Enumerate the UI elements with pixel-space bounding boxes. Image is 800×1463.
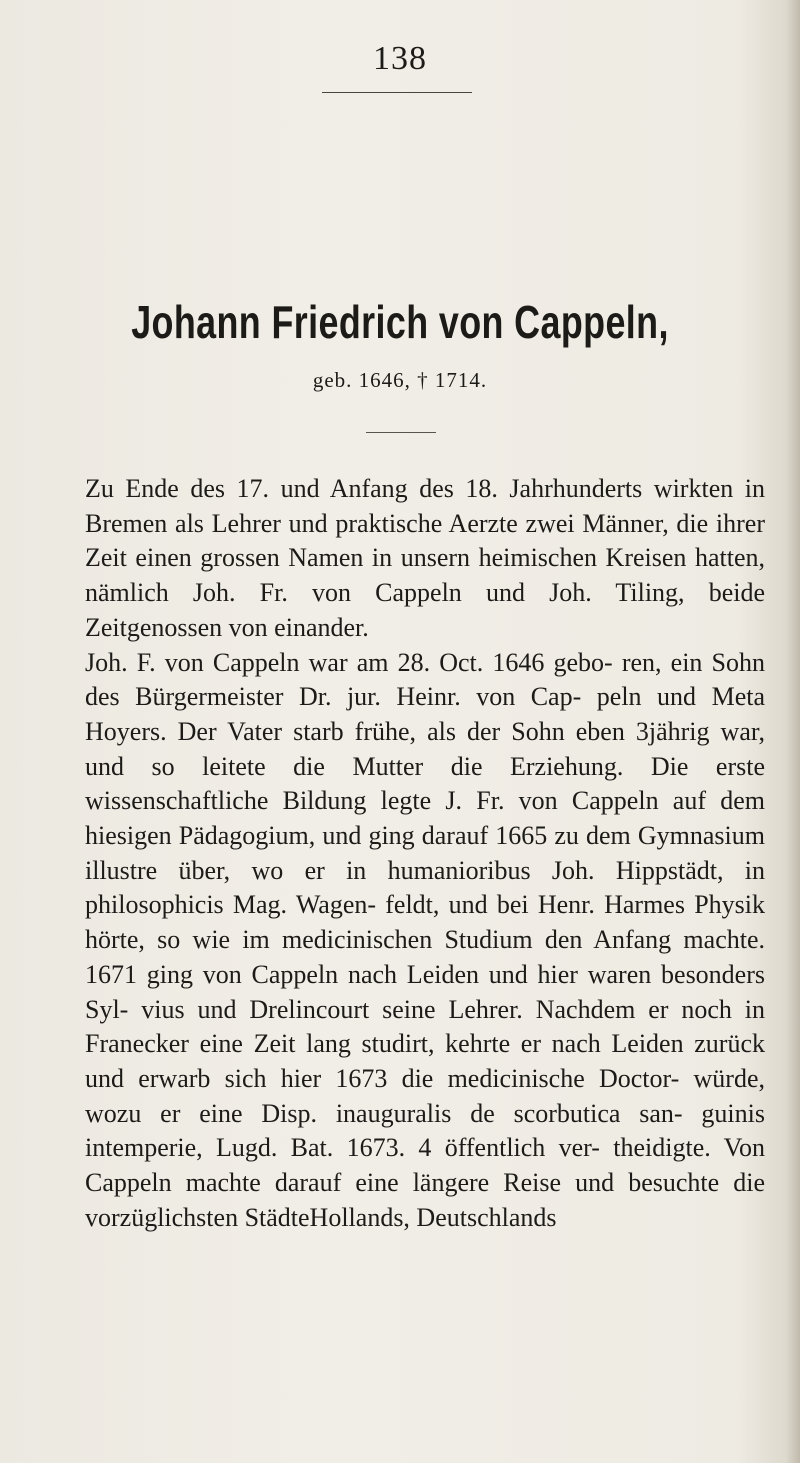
paragraph-1: Zu Ende des 17. und Anfang des 18. Jahrhunderts wirkten in Bremen als Lehrer und praktische Aerzte zwei Männer, die ihrer Zeit einen grossen Namen in unsern heimischen Kreisen hatten, nämlich Joh. Fr. von Cappeln und Joh. Tiling, beide Zeitgenossen von einander.: [85, 474, 765, 642]
page-edge-shadow: [786, 0, 800, 1463]
paragraph-2: Joh. F. von Cappeln war am 28. Oct. 1646 gebo- ren, ein Sohn des Bürgermeister Dr. jur. Heinr. von Cap- peln und Meta Hoyers. Der Vater starb frühe, als der Sohn eben 3jährig war, und so leitete die Mutter die Erziehung. Die erste wissenschaftliche Bildung legte J. Fr. von Cappeln auf dem hiesigen Pädagogium, und ging darauf 1665 zu dem Gymnasium illustre über, wo er in humanioribus Joh. Hippstädt, in philosophicis Mag. Wagen- feldt, und bei Henr. Harmes Physik hörte, so wie im medicinischen Studium den Anfang machte. 1671 ging von Cappeln nach Leiden und hier waren besonders Syl- vius und Drelincourt seine Lehrer. Nachdem er noch in Franecker eine Zeit lang studirt, kehrte er nach Leiden zurück und erwarb sich hier 1673 die medicinische Doctor- würde, wozu er eine Disp. inauguralis de scorbutica san- guinis intemperie, Lugd. Bat. 1673. 4 öffentlich ver- theidigte. Von Cappeln machte darauf eine längere Reise und besuchte die vorzüglichsten StädteHollands, Deutschlands: [85, 647, 765, 1232]
body-text: [85, 472, 765, 1235]
chapter-title: Johann Friedrich von Cappeln,: [131, 296, 669, 348]
page-number-rule: [322, 92, 472, 93]
chapter-subtitle: geb. 1646, † 1714.: [312, 368, 488, 392]
page-number: 138: [373, 40, 427, 77]
section-divider: [366, 432, 436, 433]
